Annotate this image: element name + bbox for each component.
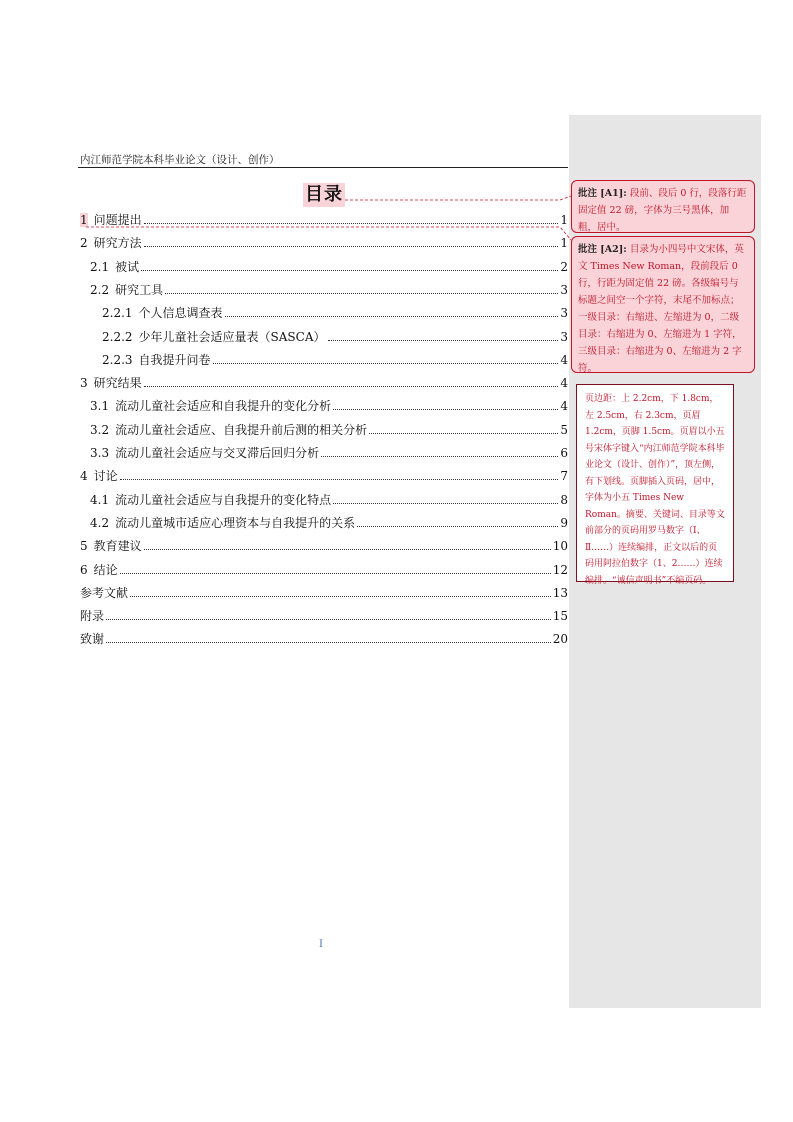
toc-entry-page: 3 <box>560 306 568 321</box>
page-header: 内江师范学院本科毕业论文（设计、创作） <box>80 154 280 166</box>
toc-entry-page: 3 <box>560 329 568 344</box>
toc-entry-page: 2 <box>560 259 568 274</box>
toc-entry-page: 13 <box>552 585 568 600</box>
toc-entry-title: 附录 <box>80 609 105 624</box>
toc-entry-title: 致谢 <box>80 632 105 647</box>
toc-entry-number: 2.2.2 <box>102 329 133 344</box>
comment-a2-tag: 批注 [A2]: <box>578 244 627 255</box>
comment-a1-connector <box>345 196 571 200</box>
toc-entry-title: 流动儿童社会适应、自我提升前后测的相关分析 <box>115 422 368 437</box>
comment-a1[interactable] <box>571 180 755 233</box>
toc-entry-title: 研究方法 <box>93 236 142 251</box>
toc-entry-page: 6 <box>560 446 568 460</box>
toc-entry-number: 2.2 <box>90 282 110 297</box>
margin-note: 页边距：上 2.2cm，下 1.8cm，左 2.5cm，右 2.3cm，页眉 1.2cm，页脚 1.5cm。页眉以小五号宋体字键入“内江师范学院本科毕业论文（设计、创作）”，顶左侧，有下划线。页脚插入页码，居中，字体为小五 Times New Roman。摘要、关键词、目录等文前部分的页码用罗马数字（Ⅰ、Ⅱ……）连续编排，正文以后的页码用阿拉伯数字（1、2……）连续编排。“诚信声明书”不编页码。 <box>576 384 734 582</box>
toc-entry-number: 2.1 <box>90 259 110 274</box>
toc-entry-page: 4 <box>560 376 568 391</box>
toc-entry-number: 4.1 <box>90 492 110 507</box>
toc-entry-page: 3 <box>560 282 568 297</box>
toc-entry-number: 1 <box>80 213 88 227</box>
toc-entry-number: 3.2 <box>90 422 110 437</box>
toc-entry-page: 7 <box>560 469 568 484</box>
toc-entry-number: 3 <box>80 376 88 391</box>
toc-title[interactable]: 目录 <box>305 184 343 205</box>
toc-entry-page: 1 <box>560 236 568 251</box>
toc-entry-title: 被试 <box>115 259 140 274</box>
toc-entry-title: 问题提出 <box>93 213 142 227</box>
comment-a2-text: 目录为小四号中文宋体，英文 Times New Roman，段前段后 0 行，行距为固定值 22 磅。各级编号与标题之间空一个字符，末尾不加标点；一级目录：右缩进、左缩进为 0，二级目录：右缩进为 0、左缩进为 1 字符，三级目录：右缩进为 0、左缩进为 2 字符。 <box>578 244 744 374</box>
toc-entry-title: 流动儿童城市适应心理资本与自我提升的关系 <box>115 515 356 530</box>
toc-entry-number: 2.2.1 <box>102 306 133 321</box>
comment-a1-tag: 批注 [A1]: <box>578 188 627 199</box>
toc-entry-page: 4 <box>560 399 568 414</box>
toc-entry-number: 6 <box>80 562 88 577</box>
page-number: I <box>319 939 323 950</box>
toc-entry-title: 结论 <box>93 562 118 577</box>
toc-entry-title: 流动儿童社会适应和自我提升的变化分析 <box>115 399 332 414</box>
toc-entry-page: 1 <box>560 213 568 227</box>
toc-entry-page: 15 <box>552 609 568 624</box>
toc-entry-number: 4.2 <box>90 515 110 530</box>
toc-entry-number: 2.2.3 <box>102 352 133 367</box>
comment-a2-connector <box>86 227 571 240</box>
toc-entry-title: 讨论 <box>93 469 118 484</box>
toc-entry-title: 少年儿童社会适应量表（SASCA） <box>138 329 326 344</box>
toc-entry-page: 5 <box>560 422 568 437</box>
toc-entry-title: 自我提升问卷 <box>138 352 211 367</box>
comment-a1-text: 段前、段后 0 行，段落行距固定值 22 磅，字体为三号黑体，加粗，居中。 <box>578 188 747 233</box>
toc-entry-number: 5 <box>80 539 88 554</box>
toc-entry-page: 20 <box>552 632 568 647</box>
toc-entry-title: 研究结果 <box>93 376 142 391</box>
toc-entry-page: 8 <box>560 492 568 507</box>
toc-entry-page: 10 <box>552 539 568 554</box>
toc-entry-number: 4 <box>80 469 88 484</box>
toc-entry-number: 3.1 <box>90 399 110 414</box>
comment-a2[interactable] <box>571 236 755 373</box>
toc-entry-title: 流动儿童社会适应与交叉滞后回归分析 <box>115 446 320 460</box>
toc-entry-number: 3.3 <box>90 446 110 460</box>
toc-entry-page: 4 <box>560 352 568 367</box>
toc-entry-title: 研究工具 <box>115 282 164 297</box>
toc-entry-title: 参考文献 <box>80 585 129 600</box>
toc-entry-title: 教育建议 <box>93 539 142 554</box>
toc-entry-page: 12 <box>552 562 568 577</box>
toc-entry-page: 9 <box>560 515 568 530</box>
toc-entry-number: 2 <box>80 236 88 251</box>
toc-entry-title: 流动儿童社会适应与自我提升的变化特点 <box>115 492 332 507</box>
toc-entry-title: 个人信息调查表 <box>138 306 223 321</box>
